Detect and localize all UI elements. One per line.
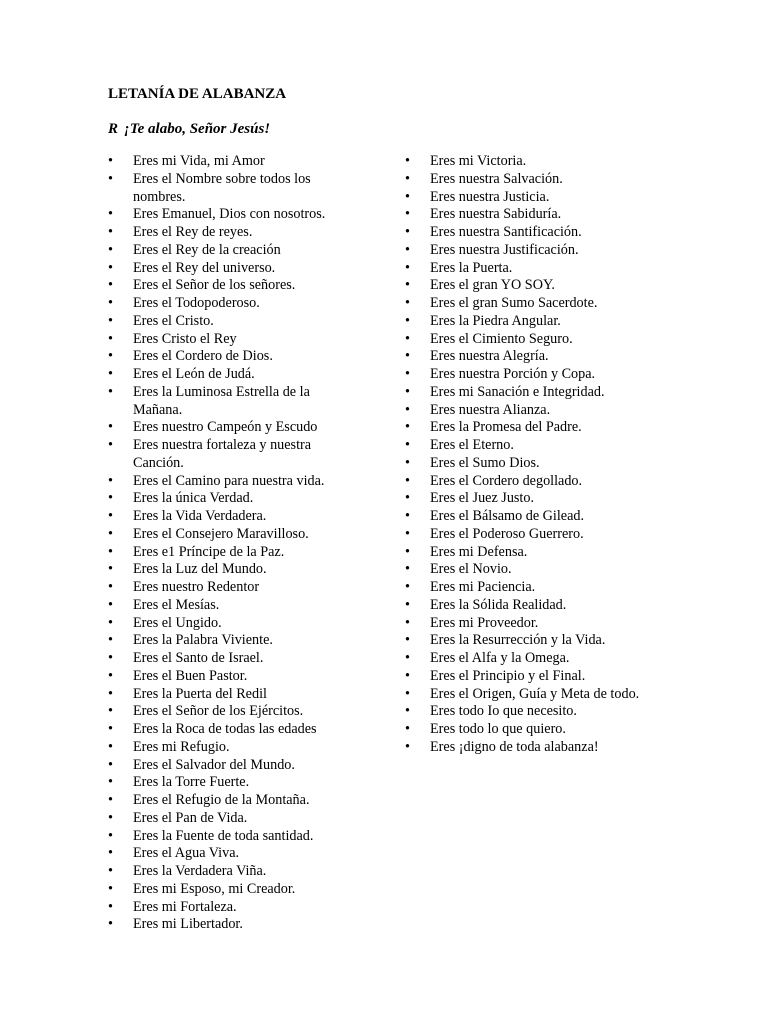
list-item bbox=[405, 189, 640, 207]
list-item bbox=[108, 171, 360, 207]
list-item bbox=[405, 686, 640, 704]
bullet-icon: • bbox=[108, 863, 113, 879]
list-item-text: Eres la única Verdad. bbox=[133, 490, 254, 507]
bullet-icon: • bbox=[405, 295, 410, 311]
bullet-icon: • bbox=[108, 756, 113, 773]
list-item bbox=[108, 615, 360, 633]
list-item bbox=[108, 260, 360, 278]
list-item-text: Eres la Palabra Viviente. bbox=[133, 632, 273, 649]
list-item-text: Eres el Santo de Israel. bbox=[133, 650, 264, 666]
bullet-icon: • bbox=[108, 153, 113, 169]
bullet-icon: • bbox=[108, 614, 113, 631]
list-item bbox=[108, 899, 360, 917]
list-item-text: Eres el Cimiento Seguro. bbox=[430, 330, 573, 347]
list-item-text: Eres nuestra Porción y Copa. bbox=[430, 366, 596, 382]
bullet-icon: • bbox=[405, 312, 410, 329]
bullet-icon: • bbox=[405, 419, 410, 436]
bullet-icon: • bbox=[108, 419, 113, 436]
bullet-icon: • bbox=[108, 685, 113, 702]
bullet-icon: • bbox=[405, 383, 410, 400]
list-item-text: Eres el Rey de la creación bbox=[133, 241, 281, 258]
bullet-icon: • bbox=[108, 703, 113, 720]
list-item bbox=[108, 295, 360, 313]
bullet-icon: • bbox=[405, 366, 410, 382]
list-item bbox=[405, 455, 640, 473]
bullet-icon: • bbox=[108, 632, 113, 649]
bullet-icon: • bbox=[405, 348, 410, 365]
list-item-text: Eres nuestra Sabiduría. bbox=[430, 206, 562, 223]
bullet-icon: • bbox=[108, 880, 113, 897]
bullet-icon: • bbox=[108, 312, 113, 329]
list-item bbox=[108, 153, 360, 171]
bullet-icon: • bbox=[405, 224, 410, 240]
list-item-text: Eres el Bálsamo de Gilead. bbox=[430, 508, 585, 524]
list-item bbox=[405, 277, 640, 295]
bullet-icon: • bbox=[405, 596, 410, 613]
list-item bbox=[108, 721, 360, 739]
list-item bbox=[405, 544, 640, 562]
list-item-text: Eres el Todopoderoso. bbox=[133, 295, 260, 311]
bullet-icon: • bbox=[108, 206, 113, 223]
list-item-text: Eres el Señor de los Ejércitos. bbox=[133, 703, 304, 720]
right-litany-list bbox=[405, 153, 640, 757]
bullet-icon: • bbox=[405, 490, 410, 507]
list-item-text: Eres mi Libertador. bbox=[133, 916, 243, 933]
list-item bbox=[405, 419, 640, 437]
list-item bbox=[108, 544, 360, 562]
bullet-icon: • bbox=[108, 721, 113, 737]
list-item bbox=[108, 828, 360, 846]
list-item-text: Eres el Poderoso Guerrero. bbox=[430, 525, 584, 542]
bullet-icon: • bbox=[108, 561, 113, 578]
bullet-icon: • bbox=[108, 437, 113, 453]
bullet-icon: • bbox=[108, 596, 113, 613]
left-litany-list bbox=[108, 153, 360, 934]
refrain-line bbox=[108, 120, 270, 138]
bullet-icon: • bbox=[405, 508, 410, 524]
list-item bbox=[108, 668, 360, 686]
list-item-text: Eres mi Paciencia. bbox=[430, 579, 536, 595]
list-item bbox=[405, 348, 640, 366]
bullet-icon: • bbox=[108, 579, 113, 595]
list-item bbox=[405, 579, 640, 597]
bullet-icon: • bbox=[108, 366, 113, 382]
list-item-text: Eres nuestra Alegría. bbox=[430, 348, 549, 365]
list-item-text: Eres nuestra Santificación. bbox=[430, 224, 582, 240]
list-item-text: Eres el Salvador del Mundo. bbox=[133, 756, 295, 773]
list-item bbox=[108, 739, 360, 757]
list-item-text: Eres ¡digno de toda alabanza! bbox=[430, 738, 599, 755]
list-item bbox=[108, 242, 360, 260]
bullet-icon: • bbox=[405, 525, 410, 542]
list-item-text: Eres el Agua Viva. bbox=[133, 845, 240, 862]
list-item-text: Eres el Alfa y la Omega. bbox=[430, 650, 570, 666]
list-item-text: Eres el Rey del universo. bbox=[133, 259, 276, 276]
bullet-icon: • bbox=[405, 561, 410, 578]
list-item-text: Eres el gran YO SOY. bbox=[430, 277, 555, 294]
list-item-text: Eres el Rey de reyes. bbox=[133, 224, 253, 240]
list-item bbox=[405, 206, 640, 224]
list-item bbox=[108, 206, 360, 224]
bullet-icon: • bbox=[108, 809, 113, 826]
list-item-text: Eres nuestra fortaleza y nuestra Canción. bbox=[133, 437, 312, 471]
list-item bbox=[108, 916, 360, 934]
list-item bbox=[108, 881, 360, 899]
list-item-text: Eres mi Vida, mi Amor bbox=[133, 153, 265, 169]
list-item-text: Eres todo Io que necesito. bbox=[430, 703, 577, 720]
list-item-text: Eres la Roca de todas las edades bbox=[133, 721, 317, 737]
list-item bbox=[405, 224, 640, 242]
list-item bbox=[108, 774, 360, 792]
list-item-text: Eres Cristo el Rey bbox=[133, 330, 237, 347]
list-item-text: Eres nuestro Campeón y Escudo bbox=[133, 419, 318, 436]
list-item bbox=[405, 331, 640, 349]
list-item bbox=[405, 508, 640, 526]
bullet-icon: • bbox=[108, 490, 113, 507]
list-item-text: Eres el Principio y el Final. bbox=[430, 667, 586, 684]
list-item-text: Eres el Cordero de Dios. bbox=[133, 348, 273, 365]
list-item-text: Eres e1 Príncipe de la Paz. bbox=[133, 543, 285, 560]
bullet-icon: • bbox=[108, 259, 113, 276]
list-item-text: Eres nuestra Alianza. bbox=[430, 401, 551, 418]
list-item-text: Eres el Juez Justo. bbox=[430, 490, 535, 507]
list-item bbox=[405, 313, 640, 331]
bullet-icon: • bbox=[405, 667, 410, 684]
bullet-icon: • bbox=[108, 738, 113, 755]
list-item bbox=[108, 419, 360, 437]
bullet-icon: • bbox=[108, 170, 113, 187]
list-item bbox=[108, 845, 360, 863]
list-item bbox=[108, 597, 360, 615]
list-item bbox=[405, 153, 640, 171]
list-item-text: Eres mi Proveedor. bbox=[430, 614, 539, 631]
list-item-text: Eres la Puerta del Redil bbox=[133, 685, 267, 702]
list-item bbox=[405, 650, 640, 668]
list-item-text: Eres mi Esposo, mi Creador. bbox=[133, 880, 296, 897]
bullet-icon: • bbox=[405, 277, 410, 294]
list-item-text: Eres la Torre Fuerte. bbox=[133, 774, 250, 791]
list-item bbox=[405, 632, 640, 650]
bullet-icon: • bbox=[405, 632, 410, 649]
list-item-text: Eres mi Defensa. bbox=[430, 543, 528, 560]
list-item bbox=[405, 473, 640, 491]
list-item bbox=[108, 277, 360, 295]
list-item bbox=[108, 526, 360, 544]
list-item bbox=[108, 490, 360, 508]
bullet-icon: • bbox=[108, 330, 113, 347]
refrain-letter: R bbox=[108, 121, 119, 137]
bullet-icon: • bbox=[108, 224, 113, 240]
list-item bbox=[108, 792, 360, 810]
list-item-text: Eres el Buen Pastor. bbox=[133, 667, 248, 684]
list-item bbox=[108, 650, 360, 668]
list-item bbox=[405, 739, 640, 757]
list-item bbox=[405, 171, 640, 189]
list-item bbox=[405, 384, 640, 402]
bullet-icon: • bbox=[405, 188, 410, 205]
list-item bbox=[108, 313, 360, 331]
bullet-icon: • bbox=[108, 295, 113, 311]
list-item bbox=[108, 508, 360, 526]
bullet-icon: • bbox=[108, 525, 113, 542]
list-item bbox=[405, 703, 640, 721]
list-item bbox=[108, 331, 360, 349]
list-item bbox=[108, 703, 360, 721]
list-item-text: Eres el Señor de los señores. bbox=[133, 277, 296, 294]
list-item-text: Eres el Refugio de la Montaña. bbox=[133, 792, 310, 808]
bullet-icon: • bbox=[108, 827, 113, 844]
bullet-icon: • bbox=[108, 667, 113, 684]
list-item-text: Eres el Origen, Guía y Meta de todo. bbox=[430, 685, 640, 702]
list-item bbox=[405, 597, 640, 615]
list-item bbox=[405, 561, 640, 579]
list-item bbox=[405, 668, 640, 686]
list-item-text: Eres el Cordero degollado. bbox=[430, 472, 583, 489]
list-item bbox=[405, 402, 640, 420]
bullet-icon: • bbox=[108, 845, 113, 862]
bullet-icon: • bbox=[405, 241, 410, 258]
list-item bbox=[405, 366, 640, 384]
list-item-text: Eres nuestro Redentor bbox=[133, 579, 260, 595]
list-item-text: Eres mi Victoria. bbox=[430, 153, 527, 169]
list-item-text: Eres el gran Sumo Sacerdote. bbox=[430, 295, 598, 311]
list-item-text: Eres la Fuente de toda santidad. bbox=[133, 827, 314, 844]
list-item-text: Eres la Puerta. bbox=[430, 259, 513, 276]
bullet-icon: • bbox=[405, 437, 410, 453]
list-item-text: Eres el Mesías. bbox=[133, 596, 220, 613]
bullet-icon: • bbox=[405, 650, 410, 666]
list-item-text: Eres la Luminosa Estrella de la Mañana. bbox=[133, 383, 310, 418]
bullet-icon: • bbox=[405, 721, 410, 737]
list-item-text: Eres el Nombre sobre todos los nombres. bbox=[133, 170, 311, 205]
bullet-icon: • bbox=[108, 383, 113, 400]
bullet-icon: • bbox=[108, 650, 113, 666]
bullet-icon: • bbox=[405, 685, 410, 702]
list-item-text: Eres el Pan de Vida. bbox=[133, 809, 248, 826]
list-item-text: Eres el Cristo. bbox=[133, 312, 214, 329]
bullet-icon: • bbox=[108, 348, 113, 365]
list-item bbox=[405, 615, 640, 633]
list-item-text: Eres nuestra Justificación. bbox=[430, 241, 579, 258]
list-item-text: Eres el Novio. bbox=[430, 561, 512, 578]
bullet-icon: • bbox=[405, 170, 410, 187]
list-item-text: Eres el Sumo Dios. bbox=[430, 454, 540, 471]
bullet-icon: • bbox=[405, 579, 410, 595]
list-item-text: Eres el Consejero Maravilloso. bbox=[133, 525, 309, 542]
list-item bbox=[108, 561, 360, 579]
list-item bbox=[405, 437, 640, 455]
bullet-icon: • bbox=[405, 454, 410, 471]
list-item bbox=[108, 863, 360, 881]
bullet-icon: • bbox=[405, 330, 410, 347]
list-item-text: Eres el Ungido. bbox=[133, 614, 222, 631]
list-item-text: Eres el León de Judá. bbox=[133, 366, 255, 382]
list-item-text: Eres Emanuel, Dios con nosotros. bbox=[133, 206, 326, 223]
bullet-icon: • bbox=[405, 259, 410, 276]
list-item-text: Eres mi Refugio. bbox=[133, 738, 230, 755]
list-item-text: Eres el Camino para nuestra vida. bbox=[133, 472, 325, 489]
list-item-text: Eres nuestra Salvación. bbox=[430, 170, 563, 187]
list-item bbox=[108, 686, 360, 704]
bullet-icon: • bbox=[108, 472, 113, 489]
list-item bbox=[405, 242, 640, 260]
bullet-icon: • bbox=[405, 153, 410, 169]
bullet-icon: • bbox=[405, 472, 410, 489]
list-item bbox=[108, 437, 360, 473]
bullet-icon: • bbox=[108, 792, 113, 808]
list-item-text: Eres la Piedra Angular. bbox=[430, 312, 561, 329]
list-item bbox=[405, 721, 640, 739]
bullet-icon: • bbox=[405, 206, 410, 223]
list-item-text: Eres la Resurrección y la Vida. bbox=[430, 632, 606, 649]
list-item bbox=[108, 384, 360, 420]
list-item bbox=[405, 260, 640, 278]
list-item bbox=[108, 757, 360, 775]
list-item-text: Eres la Sólida Realidad. bbox=[430, 596, 567, 613]
refrain-text: ¡Te alabo, Señor Jesús! bbox=[124, 121, 271, 137]
list-item bbox=[108, 632, 360, 650]
bullet-icon: • bbox=[108, 508, 113, 524]
bullet-icon: • bbox=[108, 543, 113, 560]
list-item-text: Eres la Promesa del Padre. bbox=[430, 419, 582, 436]
bullet-icon: • bbox=[108, 916, 113, 933]
list-item bbox=[108, 473, 360, 491]
bullet-icon: • bbox=[108, 898, 113, 915]
list-item bbox=[405, 295, 640, 313]
bullet-icon: • bbox=[108, 241, 113, 258]
list-item-text: Eres la Verdadera Viña. bbox=[133, 863, 267, 879]
page-title: LETANÍA DE ALABANZA bbox=[108, 86, 287, 102]
list-item bbox=[108, 348, 360, 366]
list-item bbox=[405, 490, 640, 508]
bullet-icon: • bbox=[405, 401, 410, 418]
list-item bbox=[108, 224, 360, 242]
bullet-icon: • bbox=[405, 738, 410, 755]
bullet-icon: • bbox=[405, 614, 410, 631]
list-item bbox=[108, 366, 360, 384]
list-item-text: Eres todo lo que quiero. bbox=[430, 721, 566, 737]
list-item bbox=[108, 810, 360, 828]
list-item bbox=[405, 526, 640, 544]
list-item bbox=[108, 579, 360, 597]
bullet-icon: • bbox=[405, 543, 410, 560]
bullet-icon: • bbox=[405, 703, 410, 720]
bullet-icon: • bbox=[108, 774, 113, 791]
list-item-text: Eres la Vida Verdadera. bbox=[133, 508, 267, 524]
list-item-text: Eres nuestra Justicia. bbox=[430, 188, 550, 205]
list-item-text: Eres mi Fortaleza. bbox=[133, 898, 237, 915]
list-item-text: Eres el Eterno. bbox=[430, 437, 514, 453]
list-item-text: Eres mi Sanación e Integridad. bbox=[430, 383, 605, 400]
bullet-icon: • bbox=[108, 277, 113, 294]
list-item-text: Eres la Luz del Mundo. bbox=[133, 561, 267, 578]
